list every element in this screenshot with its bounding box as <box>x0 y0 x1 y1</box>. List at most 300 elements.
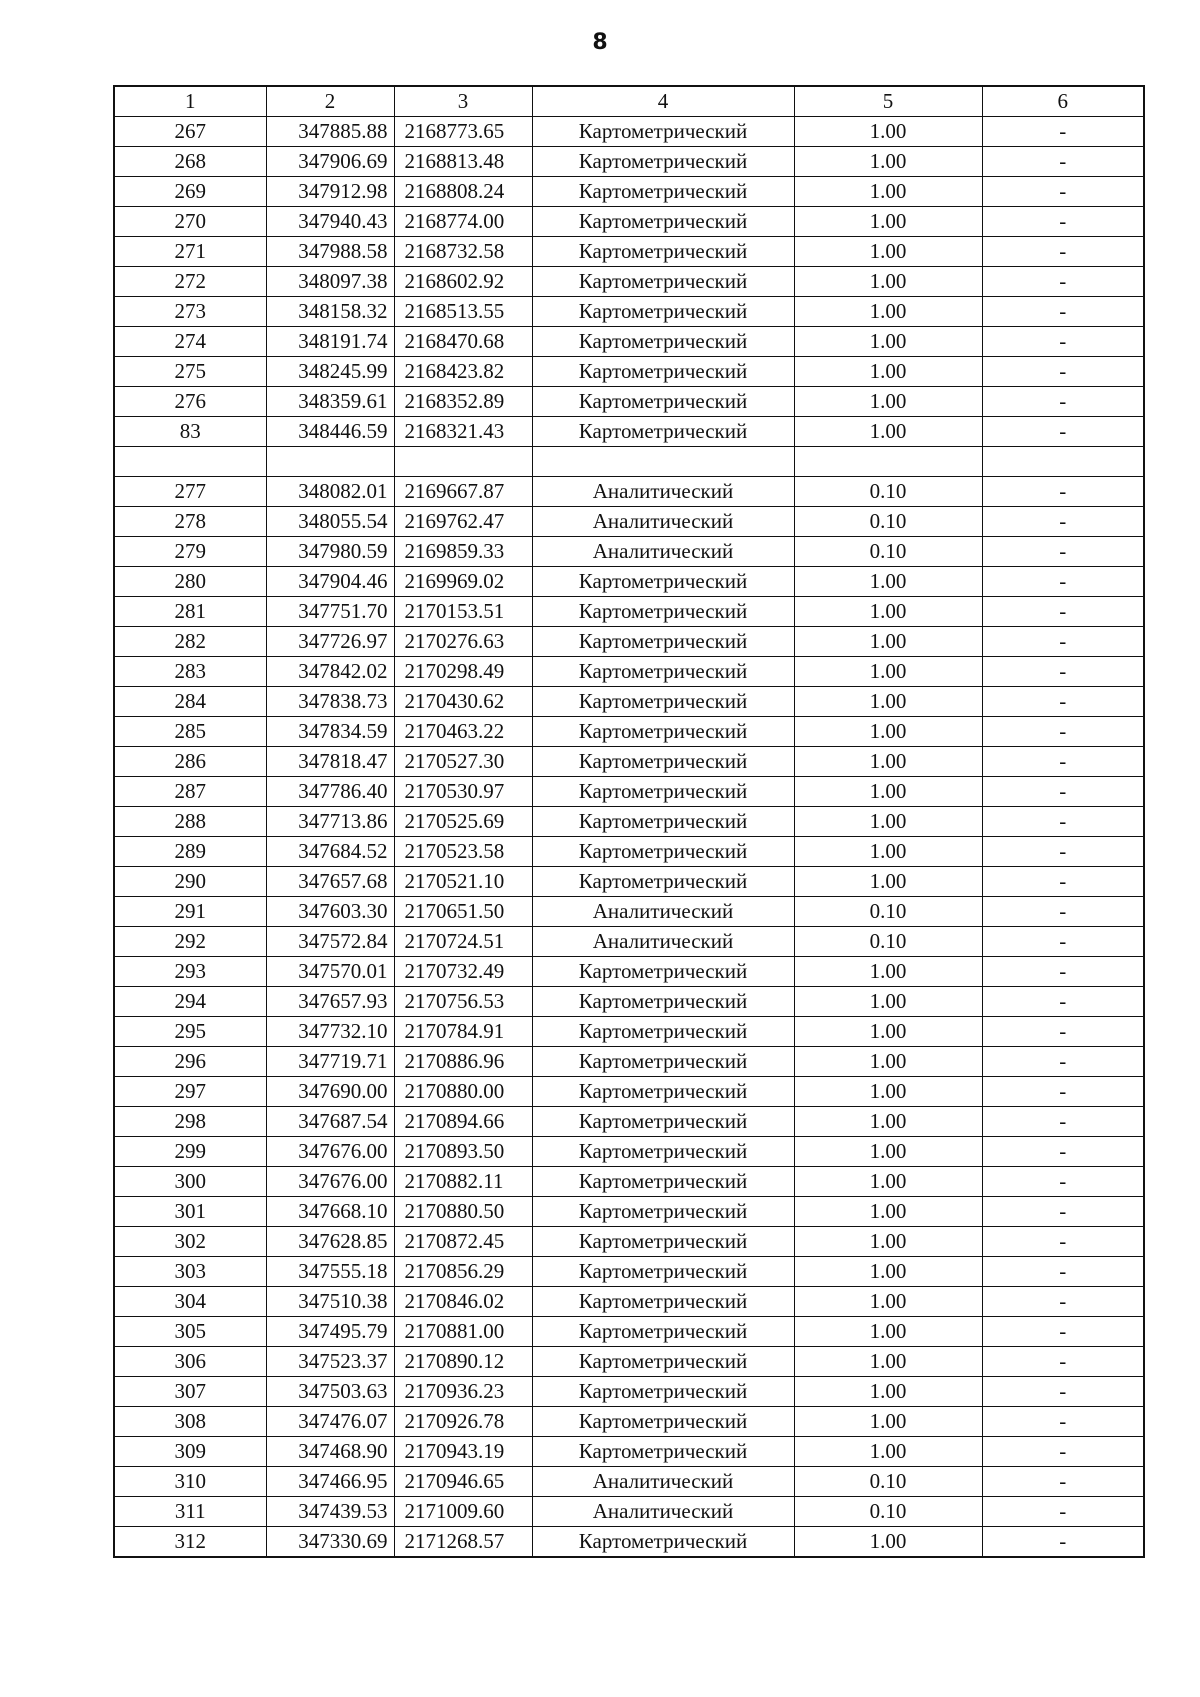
accuracy-cell: 0.10 <box>794 477 982 507</box>
description-cell: - <box>982 1107 1144 1137</box>
method-cell: Картометрический <box>532 867 794 897</box>
point-number-cell: 307 <box>114 1377 266 1407</box>
table-row <box>114 207 1144 237</box>
method-cell: Аналитический <box>532 537 794 567</box>
x-coordinate-cell: 347503.63 <box>266 1377 394 1407</box>
accuracy-cell: 1.00 <box>794 1527 982 1558</box>
method-cell: Картометрический <box>532 657 794 687</box>
method-cell: Картометрический <box>532 1227 794 1257</box>
point-number-cell: 269 <box>114 177 266 207</box>
y-coordinate-cell: 2170936.23 <box>394 1377 532 1407</box>
table-row <box>114 1047 1144 1077</box>
table-row <box>114 297 1144 327</box>
table-row <box>114 1467 1144 1497</box>
y-coordinate-cell: 2170893.50 <box>394 1137 532 1167</box>
accuracy-cell: 1.00 <box>794 297 982 327</box>
description-cell: - <box>982 267 1144 297</box>
header-row <box>114 86 1144 117</box>
table-row <box>114 1227 1144 1257</box>
y-coordinate-cell: 2168808.24 <box>394 177 532 207</box>
point-number-cell: 278 <box>114 507 266 537</box>
accuracy-cell: 1.00 <box>794 357 982 387</box>
point-number-cell: 275 <box>114 357 266 387</box>
method-cell: Картометрический <box>532 1077 794 1107</box>
point-number-cell: 271 <box>114 237 266 267</box>
point-number-cell: 297 <box>114 1077 266 1107</box>
point-number-cell: 281 <box>114 597 266 627</box>
description-cell: - <box>982 1317 1144 1347</box>
description-cell <box>982 447 1144 477</box>
point-number-cell: 268 <box>114 147 266 177</box>
description-cell: - <box>982 537 1144 567</box>
table-row <box>114 1437 1144 1467</box>
method-cell: Картометрический <box>532 1407 794 1437</box>
description-cell: - <box>982 1437 1144 1467</box>
y-coordinate-cell: 2170926.78 <box>394 1407 532 1437</box>
table-row <box>114 1287 1144 1317</box>
point-number-cell: 310 <box>114 1467 266 1497</box>
table-row <box>114 1137 1144 1167</box>
table-row <box>114 1107 1144 1137</box>
point-number-cell: 83 <box>114 417 266 447</box>
header-cell-6: 6 <box>982 86 1144 117</box>
method-cell: Аналитический <box>532 1497 794 1527</box>
x-coordinate-cell: 347676.00 <box>266 1167 394 1197</box>
table-row <box>114 1017 1144 1047</box>
accuracy-cell: 1.00 <box>794 237 982 267</box>
method-cell: Аналитический <box>532 477 794 507</box>
y-coordinate-cell: 2170856.29 <box>394 1257 532 1287</box>
description-cell: - <box>982 1527 1144 1558</box>
accuracy-cell: 1.00 <box>794 837 982 867</box>
method-cell: Картометрический <box>532 1317 794 1347</box>
y-coordinate-cell: 2170523.58 <box>394 837 532 867</box>
point-number-cell: 283 <box>114 657 266 687</box>
x-coordinate-cell: 347690.00 <box>266 1077 394 1107</box>
table-row <box>114 507 1144 537</box>
x-coordinate-cell: 347570.01 <box>266 957 394 987</box>
x-coordinate-cell <box>266 447 394 477</box>
y-coordinate-cell: 2169667.87 <box>394 477 532 507</box>
description-cell: - <box>982 1197 1144 1227</box>
method-cell: Аналитический <box>532 927 794 957</box>
header-cell-2: 2 <box>266 86 394 117</box>
x-coordinate-cell: 347468.90 <box>266 1437 394 1467</box>
method-cell: Картометрический <box>532 1287 794 1317</box>
y-coordinate-cell: 2169859.33 <box>394 537 532 567</box>
description-cell: - <box>982 417 1144 447</box>
table-row <box>114 417 1144 447</box>
y-coordinate-cell: 2168773.65 <box>394 117 532 147</box>
point-number-cell: 298 <box>114 1107 266 1137</box>
method-cell: Картометрический <box>532 147 794 177</box>
point-number-cell: 302 <box>114 1227 266 1257</box>
x-coordinate-cell: 347668.10 <box>266 1197 394 1227</box>
point-number-cell: 308 <box>114 1407 266 1437</box>
table-row <box>114 447 1144 477</box>
y-coordinate-cell: 2168774.00 <box>394 207 532 237</box>
point-number-cell: 305 <box>114 1317 266 1347</box>
method-cell: Картометрический <box>532 387 794 417</box>
method-cell: Картометрический <box>532 1527 794 1558</box>
x-coordinate-cell: 347495.79 <box>266 1317 394 1347</box>
description-cell: - <box>982 747 1144 777</box>
point-number-cell <box>114 447 266 477</box>
table-row <box>114 627 1144 657</box>
description-cell: - <box>982 1017 1144 1047</box>
method-cell: Картометрический <box>532 297 794 327</box>
description-cell: - <box>982 1287 1144 1317</box>
point-number-cell: 272 <box>114 267 266 297</box>
method-cell: Картометрический <box>532 357 794 387</box>
description-cell: - <box>982 147 1144 177</box>
accuracy-cell: 1.00 <box>794 117 982 147</box>
y-coordinate-cell: 2168732.58 <box>394 237 532 267</box>
table-row <box>114 1347 1144 1377</box>
description-cell: - <box>982 1407 1144 1437</box>
description-cell: - <box>982 237 1144 267</box>
table-row <box>114 147 1144 177</box>
table-row <box>114 1257 1144 1287</box>
table-row <box>114 717 1144 747</box>
table-row <box>114 237 1144 267</box>
description-cell: - <box>982 177 1144 207</box>
method-cell: Картометрический <box>532 687 794 717</box>
table-row <box>114 327 1144 357</box>
table-row <box>114 987 1144 1017</box>
accuracy-cell: 1.00 <box>794 687 982 717</box>
x-coordinate-cell: 347751.70 <box>266 597 394 627</box>
method-cell: Аналитический <box>532 507 794 537</box>
x-coordinate-cell: 347786.40 <box>266 777 394 807</box>
accuracy-cell: 0.10 <box>794 1497 982 1527</box>
accuracy-cell: 1.00 <box>794 1167 982 1197</box>
header-cell-1: 1 <box>114 86 266 117</box>
accuracy-cell: 1.00 <box>794 777 982 807</box>
y-coordinate-cell: 2170530.97 <box>394 777 532 807</box>
description-cell: - <box>982 987 1144 1017</box>
description-cell: - <box>982 477 1144 507</box>
y-coordinate-cell: 2168423.82 <box>394 357 532 387</box>
table-row <box>114 747 1144 777</box>
x-coordinate-cell: 347330.69 <box>266 1527 394 1558</box>
y-coordinate-cell: 2168813.48 <box>394 147 532 177</box>
y-coordinate-cell: 2170890.12 <box>394 1347 532 1377</box>
table-body <box>114 117 1144 1558</box>
method-cell: Аналитический <box>532 897 794 927</box>
y-coordinate-cell: 2170298.49 <box>394 657 532 687</box>
x-coordinate-cell: 347818.47 <box>266 747 394 777</box>
x-coordinate-cell: 347885.88 <box>266 117 394 147</box>
x-coordinate-cell: 347726.97 <box>266 627 394 657</box>
table-row <box>114 1497 1144 1527</box>
point-number-cell: 280 <box>114 567 266 597</box>
point-number-cell: 286 <box>114 747 266 777</box>
accuracy-cell <box>794 447 982 477</box>
x-coordinate-cell: 347732.10 <box>266 1017 394 1047</box>
accuracy-cell: 0.10 <box>794 927 982 957</box>
accuracy-cell: 1.00 <box>794 387 982 417</box>
x-coordinate-cell: 347657.68 <box>266 867 394 897</box>
x-coordinate-cell: 347476.07 <box>266 1407 394 1437</box>
description-cell: - <box>982 1497 1144 1527</box>
x-coordinate-cell: 347940.43 <box>266 207 394 237</box>
accuracy-cell: 1.00 <box>794 1317 982 1347</box>
accuracy-cell: 1.00 <box>794 597 982 627</box>
x-coordinate-cell: 347466.95 <box>266 1467 394 1497</box>
y-coordinate-cell: 2170724.51 <box>394 927 532 957</box>
point-number-cell: 291 <box>114 897 266 927</box>
description-cell: - <box>982 1167 1144 1197</box>
y-coordinate-cell: 2171009.60 <box>394 1497 532 1527</box>
y-coordinate-cell: 2170881.00 <box>394 1317 532 1347</box>
x-coordinate-cell: 347834.59 <box>266 717 394 747</box>
accuracy-cell: 1.00 <box>794 207 982 237</box>
y-coordinate-cell: 2168321.43 <box>394 417 532 447</box>
table-row <box>114 477 1144 507</box>
point-number-cell: 289 <box>114 837 266 867</box>
x-coordinate-cell: 348245.99 <box>266 357 394 387</box>
method-cell: Картометрический <box>532 837 794 867</box>
x-coordinate-cell: 347988.58 <box>266 237 394 267</box>
y-coordinate-cell: 2170153.51 <box>394 597 532 627</box>
accuracy-cell: 0.10 <box>794 537 982 567</box>
point-number-cell: 267 <box>114 117 266 147</box>
point-number-cell: 287 <box>114 777 266 807</box>
method-cell: Картометрический <box>532 207 794 237</box>
accuracy-cell: 0.10 <box>794 507 982 537</box>
table-header <box>114 86 1144 117</box>
accuracy-cell: 0.10 <box>794 1467 982 1497</box>
y-coordinate-cell: 2170943.19 <box>394 1437 532 1467</box>
point-number-cell: 282 <box>114 627 266 657</box>
accuracy-cell: 1.00 <box>794 1347 982 1377</box>
y-coordinate-cell: 2170732.49 <box>394 957 532 987</box>
coordinates-table <box>113 85 1145 1558</box>
x-coordinate-cell: 347523.37 <box>266 1347 394 1377</box>
accuracy-cell: 1.00 <box>794 957 982 987</box>
y-coordinate-cell: 2170880.50 <box>394 1197 532 1227</box>
method-cell: Картометрический <box>532 747 794 777</box>
accuracy-cell: 1.00 <box>794 267 982 297</box>
table-row <box>114 537 1144 567</box>
accuracy-cell: 1.00 <box>794 1437 982 1467</box>
x-coordinate-cell: 348359.61 <box>266 387 394 417</box>
point-number-cell: 285 <box>114 717 266 747</box>
accuracy-cell: 1.00 <box>794 1017 982 1047</box>
method-cell: Картометрический <box>532 627 794 657</box>
y-coordinate-cell: 2170872.45 <box>394 1227 532 1257</box>
header-cell-3: 3 <box>394 86 532 117</box>
header-cell-5: 5 <box>794 86 982 117</box>
point-number-cell: 295 <box>114 1017 266 1047</box>
method-cell: Картометрический <box>532 717 794 747</box>
table-row <box>114 657 1144 687</box>
table-row <box>114 927 1144 957</box>
x-coordinate-cell: 348097.38 <box>266 267 394 297</box>
accuracy-cell: 1.00 <box>794 147 982 177</box>
method-cell: Картометрический <box>532 1107 794 1137</box>
y-coordinate-cell: 2169762.47 <box>394 507 532 537</box>
point-number-cell: 301 <box>114 1197 266 1227</box>
x-coordinate-cell: 348055.54 <box>266 507 394 537</box>
point-number-cell: 288 <box>114 807 266 837</box>
x-coordinate-cell: 347657.93 <box>266 987 394 1017</box>
method-cell: Аналитический <box>532 1467 794 1497</box>
x-coordinate-cell: 347838.73 <box>266 687 394 717</box>
x-coordinate-cell: 347713.86 <box>266 807 394 837</box>
description-cell: - <box>982 867 1144 897</box>
y-coordinate-cell: 2170886.96 <box>394 1047 532 1077</box>
description-cell: - <box>982 1347 1144 1377</box>
method-cell: Картометрический <box>532 1377 794 1407</box>
point-number-cell: 309 <box>114 1437 266 1467</box>
table-row <box>114 1317 1144 1347</box>
x-coordinate-cell: 348158.32 <box>266 297 394 327</box>
description-cell: - <box>982 387 1144 417</box>
point-number-cell: 273 <box>114 297 266 327</box>
accuracy-cell: 1.00 <box>794 1107 982 1137</box>
point-number-cell: 292 <box>114 927 266 957</box>
x-coordinate-cell: 347603.30 <box>266 897 394 927</box>
y-coordinate-cell: 2170894.66 <box>394 1107 532 1137</box>
y-coordinate-cell: 2170846.02 <box>394 1287 532 1317</box>
point-number-cell: 296 <box>114 1047 266 1077</box>
accuracy-cell: 1.00 <box>794 1137 982 1167</box>
y-coordinate-cell: 2169969.02 <box>394 567 532 597</box>
method-cell: Картометрический <box>532 327 794 357</box>
page-number: 8 <box>592 30 608 55</box>
accuracy-cell: 1.00 <box>794 417 982 447</box>
point-number-cell: 279 <box>114 537 266 567</box>
description-cell: - <box>982 687 1144 717</box>
y-coordinate-cell: 2168602.92 <box>394 267 532 297</box>
method-cell: Картометрический <box>532 957 794 987</box>
y-coordinate-cell: 2170276.63 <box>394 627 532 657</box>
method-cell: Картометрический <box>532 1167 794 1197</box>
method-cell: Картометрический <box>532 807 794 837</box>
point-number-cell: 276 <box>114 387 266 417</box>
x-coordinate-cell: 347980.59 <box>266 537 394 567</box>
description-cell: - <box>982 837 1144 867</box>
point-number-cell: 284 <box>114 687 266 717</box>
table-row <box>114 897 1144 927</box>
x-coordinate-cell: 347510.38 <box>266 1287 394 1317</box>
description-cell: - <box>982 627 1144 657</box>
point-number-cell: 311 <box>114 1497 266 1527</box>
accuracy-cell: 1.00 <box>794 1287 982 1317</box>
method-cell: Картометрический <box>532 417 794 447</box>
point-number-cell: 290 <box>114 867 266 897</box>
description-cell: - <box>982 927 1144 957</box>
method-cell: Картометрический <box>532 177 794 207</box>
y-coordinate-cell: 2171268.57 <box>394 1527 532 1558</box>
accuracy-cell: 1.00 <box>794 1047 982 1077</box>
method-cell: Картометрический <box>532 1047 794 1077</box>
accuracy-cell: 1.00 <box>794 1377 982 1407</box>
x-coordinate-cell: 347906.69 <box>266 147 394 177</box>
point-number-cell: 303 <box>114 1257 266 1287</box>
table-row <box>114 867 1144 897</box>
method-cell: Картометрический <box>532 1437 794 1467</box>
table-row <box>114 357 1144 387</box>
point-number-cell: 304 <box>114 1287 266 1317</box>
method-cell: Картометрический <box>532 1197 794 1227</box>
x-coordinate-cell: 348191.74 <box>266 327 394 357</box>
table-row <box>114 687 1144 717</box>
y-coordinate-cell: 2170527.30 <box>394 747 532 777</box>
y-coordinate-cell: 2170463.22 <box>394 717 532 747</box>
accuracy-cell: 1.00 <box>794 867 982 897</box>
y-coordinate-cell: 2170430.62 <box>394 687 532 717</box>
y-coordinate-cell: 2168513.55 <box>394 297 532 327</box>
y-coordinate-cell: 2170756.53 <box>394 987 532 1017</box>
y-coordinate-cell: 2170882.11 <box>394 1167 532 1197</box>
point-number-cell: 294 <box>114 987 266 1017</box>
table-row <box>114 1077 1144 1107</box>
x-coordinate-cell: 347439.53 <box>266 1497 394 1527</box>
description-cell: - <box>982 1257 1144 1287</box>
x-coordinate-cell: 347904.46 <box>266 567 394 597</box>
table-row <box>114 567 1144 597</box>
table-row <box>114 1527 1144 1558</box>
table-row <box>114 777 1144 807</box>
table-row <box>114 1197 1144 1227</box>
description-cell: - <box>982 777 1144 807</box>
description-cell: - <box>982 597 1144 627</box>
description-cell: - <box>982 357 1144 387</box>
description-cell: - <box>982 567 1144 597</box>
method-cell <box>532 447 794 477</box>
accuracy-cell: 1.00 <box>794 987 982 1017</box>
y-coordinate-cell: 2170521.10 <box>394 867 532 897</box>
accuracy-cell: 1.00 <box>794 747 982 777</box>
accuracy-cell: 1.00 <box>794 567 982 597</box>
table-row <box>114 957 1144 987</box>
table-row <box>114 1407 1144 1437</box>
point-number-cell: 277 <box>114 477 266 507</box>
description-cell: - <box>982 807 1144 837</box>
description-cell: - <box>982 897 1144 927</box>
method-cell: Картометрический <box>532 1137 794 1167</box>
table-row <box>114 597 1144 627</box>
method-cell: Картометрический <box>532 1347 794 1377</box>
description-cell: - <box>982 1047 1144 1077</box>
table-row <box>114 807 1144 837</box>
table-row <box>114 267 1144 297</box>
method-cell: Картометрический <box>532 1017 794 1047</box>
point-number-cell: 274 <box>114 327 266 357</box>
y-coordinate-cell: 2170525.69 <box>394 807 532 837</box>
method-cell: Картометрический <box>532 267 794 297</box>
x-coordinate-cell: 347719.71 <box>266 1047 394 1077</box>
accuracy-cell: 1.00 <box>794 1197 982 1227</box>
method-cell: Картометрический <box>532 237 794 267</box>
method-cell: Картометрический <box>532 1257 794 1287</box>
y-coordinate-cell: 2168352.89 <box>394 387 532 417</box>
method-cell: Картометрический <box>532 597 794 627</box>
point-number-cell: 299 <box>114 1137 266 1167</box>
description-cell: - <box>982 117 1144 147</box>
description-cell: - <box>982 717 1144 747</box>
accuracy-cell: 1.00 <box>794 627 982 657</box>
accuracy-cell: 1.00 <box>794 1077 982 1107</box>
x-coordinate-cell: 347572.84 <box>266 927 394 957</box>
accuracy-cell: 1.00 <box>794 327 982 357</box>
table-row <box>114 1167 1144 1197</box>
y-coordinate-cell <box>394 447 532 477</box>
method-cell: Картометрический <box>532 117 794 147</box>
